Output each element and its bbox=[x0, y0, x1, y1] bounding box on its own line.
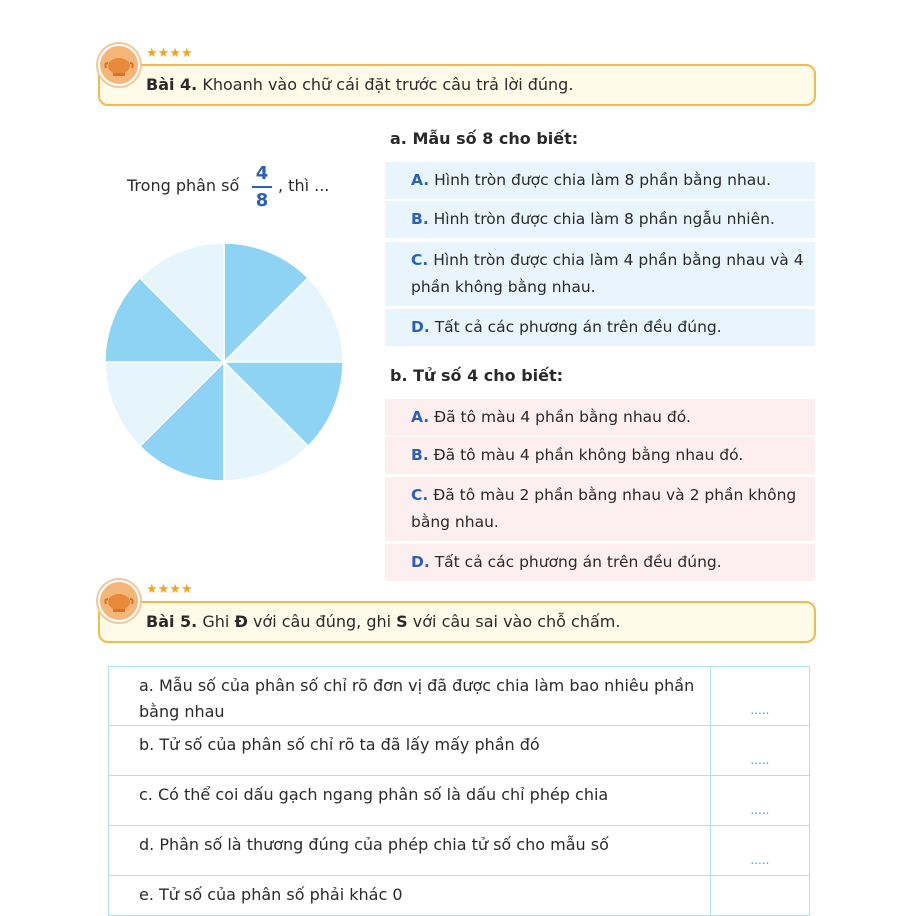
exercise-4-header bbox=[98, 64, 816, 106]
option-a-C[interactable] bbox=[385, 242, 815, 306]
option-text: Đã tô màu 4 phần không bằng nhau đó. bbox=[433, 446, 744, 464]
option-letter: D. bbox=[411, 553, 430, 571]
option-letter: B. bbox=[411, 446, 429, 464]
part-a-title: a. Mẫu số 8 cho biết: bbox=[390, 129, 579, 148]
fraction-numerator: 4 bbox=[255, 163, 269, 184]
fraction-intro-before: Trong phân số bbox=[127, 176, 240, 195]
option-text: Hình tròn được chia làm 8 phần bằng nhau. bbox=[434, 171, 772, 189]
instruction-part-3: với câu sai vào chỗ chấm. bbox=[412, 612, 621, 631]
option-b-C[interactable] bbox=[385, 477, 815, 541]
option-text: Tất cả các phương án trên đều đúng. bbox=[434, 318, 722, 336]
option-letter: B. bbox=[411, 210, 429, 228]
answer-blank-a[interactable]: ..... bbox=[710, 667, 809, 726]
fraction-denominator: 8 bbox=[255, 190, 269, 211]
exercise-5-header bbox=[98, 601, 816, 643]
statement-a: a. Mẫu số của phân số chỉ rõ đơn vị đã được chia làm bao nhiêu phần bằng nhau bbox=[109, 667, 711, 726]
difficulty-stars: ★★★★ bbox=[146, 582, 193, 597]
option-a-D[interactable] bbox=[385, 309, 815, 346]
trophy-icon bbox=[98, 580, 140, 622]
option-b-A[interactable] bbox=[385, 399, 815, 436]
option-a-A[interactable] bbox=[385, 162, 815, 199]
option-letter: D. bbox=[411, 318, 430, 336]
exercise-5-instruction-line bbox=[146, 612, 620, 631]
trophy-icon bbox=[98, 44, 140, 86]
table-row bbox=[109, 726, 810, 776]
fraction-bar bbox=[252, 186, 272, 188]
mark-d: Đ bbox=[234, 612, 248, 631]
true-false-table bbox=[108, 666, 810, 916]
option-text: Đã tô màu 2 phần bằng nhau và 2 phần không bằng nhau. bbox=[411, 486, 797, 531]
part-b-title: b. Tử số 4 cho biết: bbox=[390, 366, 564, 385]
option-text: Hình tròn được chia làm 4 phần bằng nhau và 4 phần không bằng nhau. bbox=[411, 251, 804, 296]
statement-b: b. Tử số của phân số chỉ rõ ta đã lấy mấy phần đó bbox=[109, 726, 711, 776]
option-letter: C. bbox=[411, 251, 429, 269]
mark-s: S bbox=[396, 612, 408, 631]
table-row bbox=[109, 826, 810, 876]
fraction-intro-after: , thì ... bbox=[278, 176, 330, 195]
exercise-5-label: Bài 5. bbox=[146, 612, 198, 631]
option-letter: A. bbox=[411, 171, 430, 189]
option-text: Hình tròn được chia làm 8 phần ngẫu nhiên. bbox=[433, 210, 775, 228]
fraction-4-8 bbox=[252, 163, 272, 211]
fraction-intro bbox=[127, 176, 239, 195]
exercise-4-instruction: Khoanh vào chữ cái đặt trước câu trả lời đúng. bbox=[202, 75, 574, 94]
answer-blank-e[interactable] bbox=[710, 876, 809, 916]
option-b-D[interactable] bbox=[385, 544, 815, 581]
statement-c: c. Có thể coi dấu gạch ngang phân số là dấu chỉ phép chia bbox=[109, 776, 711, 826]
statement-d: d. Phân số là thương đúng của phép chia tử số cho mẫu số bbox=[109, 826, 711, 876]
option-a-B[interactable] bbox=[385, 201, 815, 238]
instruction-part-1: Ghi bbox=[202, 612, 230, 631]
option-b-B[interactable] bbox=[385, 437, 815, 474]
option-letter: A. bbox=[411, 408, 430, 426]
circle-diagram bbox=[104, 242, 344, 482]
instruction-part-2: với câu đúng, ghi bbox=[252, 612, 392, 631]
answer-blank-c[interactable]: ..... bbox=[710, 776, 809, 826]
option-letter: C. bbox=[411, 486, 429, 504]
table-row bbox=[109, 776, 810, 826]
option-text: Tất cả các phương án trên đều đúng. bbox=[434, 553, 722, 571]
option-text: Đã tô màu 4 phần bằng nhau đó. bbox=[434, 408, 691, 426]
table-row bbox=[109, 876, 810, 916]
answer-blank-d[interactable]: ..... bbox=[710, 826, 809, 876]
statement-e: e. Tử số của phân số phải khác 0 bbox=[109, 876, 711, 916]
exercise-4-instruction-line bbox=[146, 75, 573, 94]
answer-blank-b[interactable]: ..... bbox=[710, 726, 809, 776]
exercise-4-label: Bài 4. bbox=[146, 75, 198, 94]
difficulty-stars: ★★★★ bbox=[146, 46, 193, 61]
table-row bbox=[109, 667, 810, 726]
